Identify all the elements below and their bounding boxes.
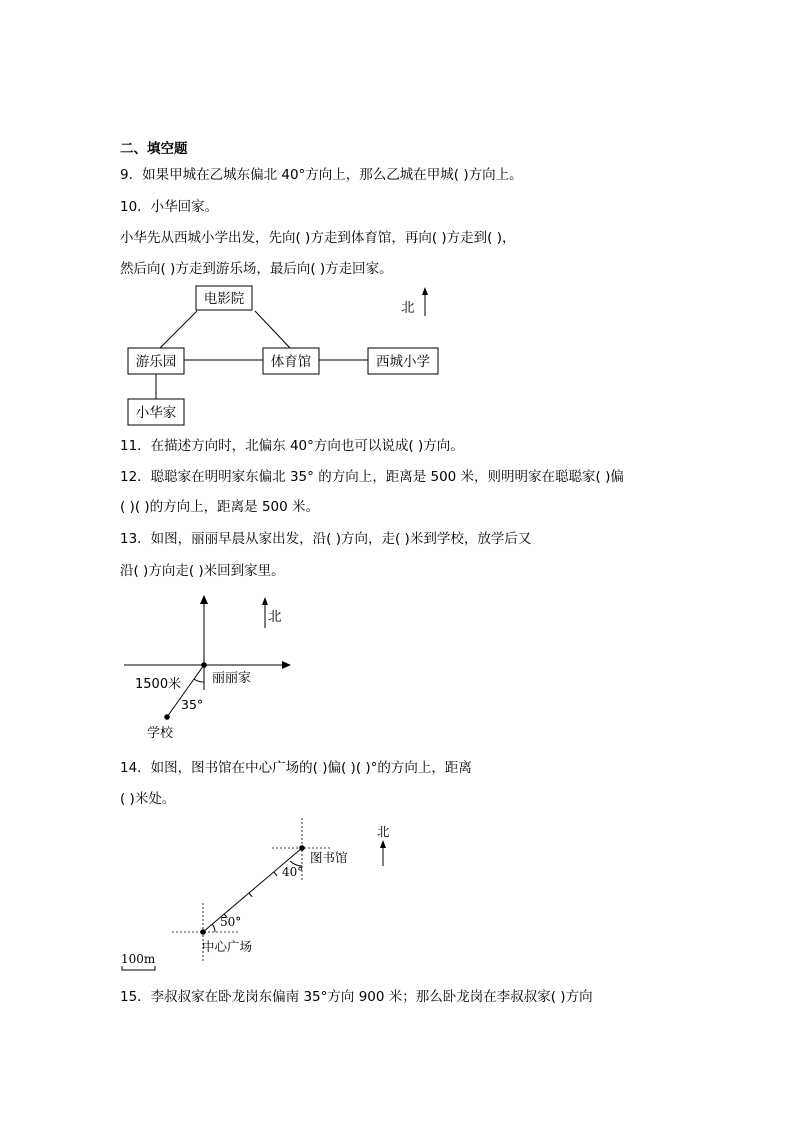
question-13-line-2: 沿( )方向走( )米回到家里。 bbox=[120, 563, 285, 579]
home-label: 小华家 bbox=[135, 405, 177, 421]
question-15: 15．李叔叔家在卧龙岗东偏南 35°方向 900 米；那么卧龙岗在李叔叔家( )方向 bbox=[120, 989, 593, 1005]
north-label-14: 北 bbox=[377, 824, 390, 839]
school-label-13: 学校 bbox=[147, 726, 174, 741]
question-12-line-2: ( )( )的方向上，距离是 500 米。 bbox=[120, 499, 319, 515]
question-11: 11．在描述方向时，北偏东 40°方向也可以说成( )方向。 bbox=[120, 438, 464, 454]
distance-label: 1500米 bbox=[135, 677, 182, 692]
question-10-line-2: 然后向( )方走到游乐场，最后向( )方走回家。 bbox=[120, 261, 393, 277]
question-14-line-2: ( )米处。 bbox=[120, 791, 176, 807]
north-label-10: 北 bbox=[401, 300, 415, 316]
center-angle-arc bbox=[212, 924, 215, 932]
question-10-title: 10．小华回家。 bbox=[120, 199, 219, 215]
question-13-line-1: 13．如图，丽丽早晨从家出发，沿( )方向，走( )米到学校，放学后又 bbox=[120, 531, 532, 547]
section-title: 二、填空题 bbox=[120, 141, 188, 157]
angle-label-center: 50° bbox=[220, 915, 242, 929]
angle-label-13: 35° bbox=[181, 697, 204, 712]
school-label: 西城小学 bbox=[376, 354, 430, 370]
park-label: 游乐园 bbox=[135, 354, 177, 370]
home-label-13: 丽丽家 bbox=[212, 671, 252, 686]
question-14-line-1: 14．如图，图书馆在中心广场的( )偏( )( )°的方向上，距离 bbox=[120, 760, 472, 776]
cinema-label: 电影院 bbox=[203, 291, 245, 307]
question-12-line-1: 12．聪聪家在明明家东偏北 35° 的方向上，距离是 500 米，则明明家在聪聪家( )偏 bbox=[120, 469, 624, 485]
scale-bar bbox=[122, 966, 155, 970]
gym-label: 体育馆 bbox=[270, 354, 312, 370]
angle-label-library: 40° bbox=[282, 865, 304, 879]
library-label: 图书馆 bbox=[310, 850, 348, 865]
scale-label: 100m bbox=[121, 952, 156, 966]
route-line-14 bbox=[203, 848, 302, 932]
north-label-13: 北 bbox=[268, 609, 282, 625]
library-point bbox=[299, 845, 305, 851]
center-label: 中心广场 bbox=[202, 939, 253, 954]
question-10-line-1: 小华先从西城小学出发，先向( )方走到体育馆，再向( )方走到( )， bbox=[120, 230, 516, 246]
question-9: 9．如果甲城在乙城东偏北 40°方向上，那么乙城在甲城( )方向上。 bbox=[120, 167, 523, 183]
center-point bbox=[200, 929, 206, 935]
